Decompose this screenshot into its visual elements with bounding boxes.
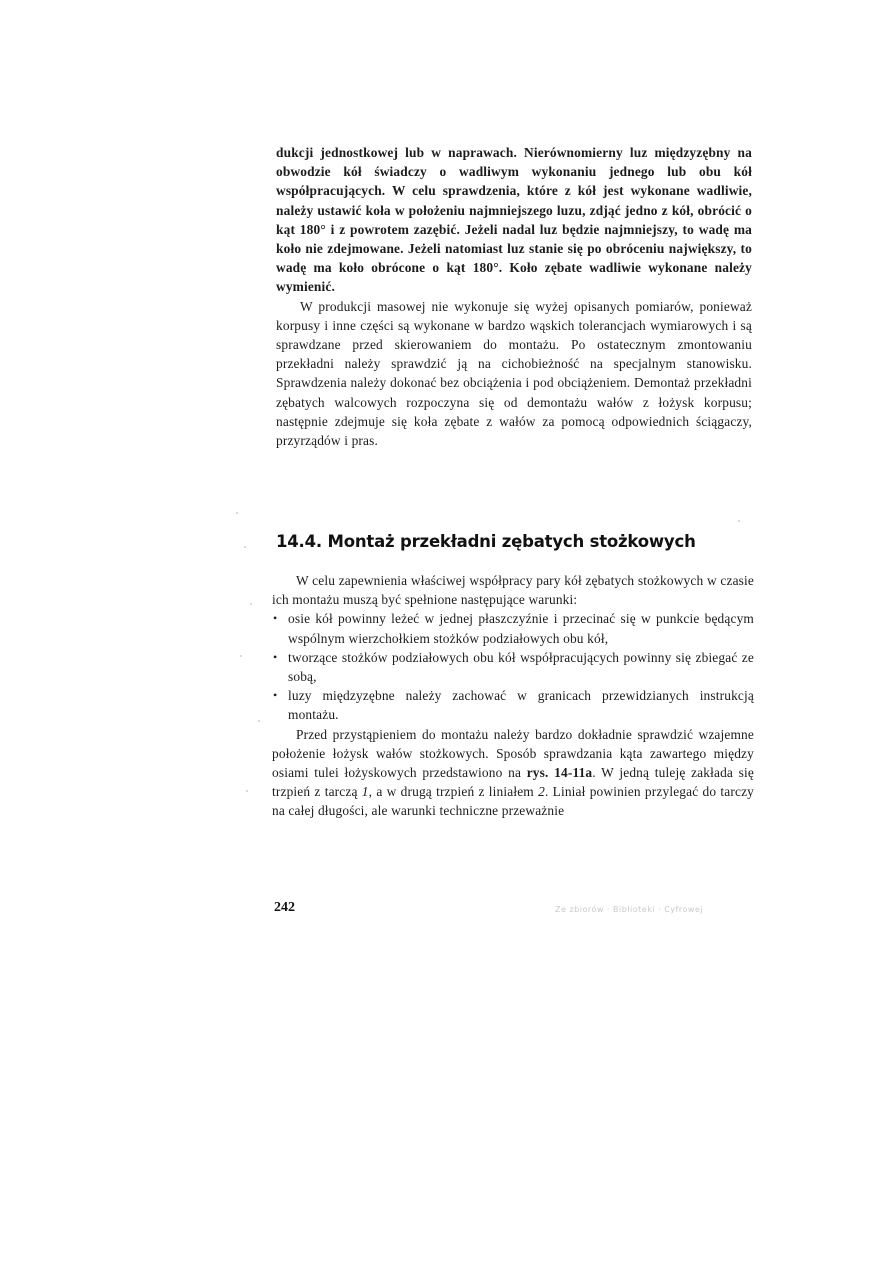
bullet-icon: • (273, 611, 278, 626)
top-text-block (276, 143, 752, 450)
conditions-list (272, 609, 754, 724)
section-content (272, 571, 754, 821)
list-item: • tworzące stożków podziałowych obu kół współpracujących powinny się zbiegać ze sobą, (273, 649, 754, 685)
section-heading: 14.4. Montaż przekładni zębatych stożkowych (276, 532, 696, 551)
paragraph-procedure: Przed przystąpieniem do montażu należy bardzo dokładnie sprawdzić wzajemne położenie łożysk wałów stożkowych. Sposób sprawdzania kąta zawartego między osiami tulei łożyskowych przedstawiono na rys. 14-11a. W jedną tuleję zakłada się trzpień z tarczą 1, a w drugą trzpień z liniałem 2. Liniał powinien przylegać do tarczy na całej długości, ale warunki techniczne przeważnie (272, 726, 755, 819)
scan-speck (236, 512, 238, 514)
paragraph-measurement: dukcji jednostkowej lub w naprawach. Nierównomierny luz międzyzębny na obwodzie kół świadczy o wadliwym wykonaniu jednego lub obu kół współpracujących. W celu sprawdzenia, które z kół jest wykonane wadliwie, należy ustawić koła w położeniu najmniejszego luzu, zdjąć jedno z kół, obrócić o kąt 180° i z powrotem zazębić. Jeżeli nadal luz będzie najmniejszy, to wadę ma koło nie zdejmowane. Jeżeli natomiast luz stanie się po obróceniu największy, to wadę ma koło obrócone o kąt 180°. Koło zębate wadliwie wykonane należy wymienić. (276, 145, 752, 295)
library-credit: Ze zbiorów · Biblioteki · Cyfrowej (555, 905, 704, 914)
bullet-icon: • (273, 688, 278, 703)
scan-speck (258, 720, 260, 722)
part-number: 2 (538, 784, 545, 800)
figure-reference: rys. 14-11a (526, 765, 593, 781)
scan-speck (244, 546, 246, 548)
scan-speck (246, 790, 248, 792)
bullet-icon: • (273, 649, 278, 664)
scan-speck (240, 655, 242, 657)
list-item: • luzy międzyzębne należy zachować w granicach przewidzianych instrukcją montażu. (273, 688, 754, 723)
paragraph-intro: W celu zapewnienia właściwej współpracy pary kół zębatych stożkowych w czasie ich montażu muszą być spełnione następujące warunki: (272, 573, 754, 608)
page-number: 242 (274, 900, 295, 915)
scan-speck (738, 520, 740, 522)
paragraph-mass-production: W produkcji masowej nie wykonuje się wyżej opisanych pomiarów, ponieważ korpusy i inne części są wykonane w bardzo wąskich tolerancjach wymiarowych i są sprawdzane przed skierowaniem do montażu. Po ostatecznym zmontowaniu przekładni należy sprawdzić ją na cichobieżność na specjalnym stanowisku. Sprawdzenia należy dokonać bez obciążenia i pod obciążeniem. Demontaż przekładni zębatych walcowych rozpoczyna się od demontażu wałów z łożysk korpusu; następnie zdejmuje się koła zębate z wałów za pomocą odpowiednich ściągaczy, przyrządów i pras. (276, 298, 752, 449)
part-number: 1 (361, 784, 369, 800)
list-item: • osie kół powinny leżeć w jednej płaszczyźnie i przecinać się w punkcie będącym wspólnym wierzchołkiem stożków podziałowych obu kół, (273, 611, 754, 646)
scan-speck (250, 603, 252, 605)
